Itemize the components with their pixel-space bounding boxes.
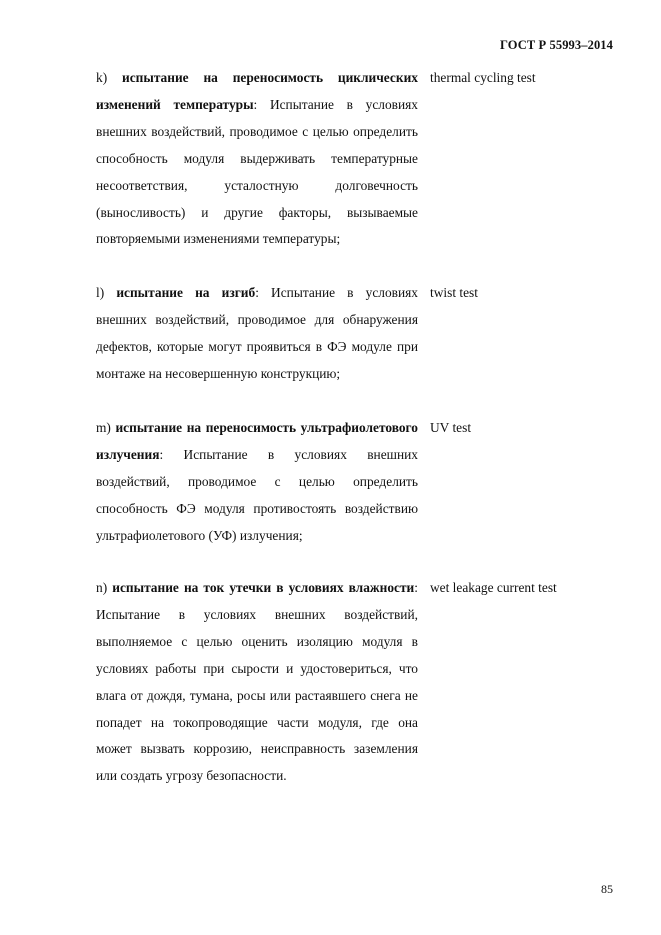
definition-entry-k (96, 65, 656, 253)
definition-text (96, 575, 418, 790)
english-equivalent: thermal cycling test (430, 70, 536, 85)
term-definition: : Испытание в условиях внешних воздействий, выполняемое с целью оценить изоляцию модуля в условиях работы при сырости и удостовериться, что влага от дождя, тумана, росы или растаявшего снега не попадет на токопроводящие части модуля, где она может вызвать коррозию, неисправность заземления или создать угрозу безопасности. (96, 580, 418, 784)
term-name: испытание на ток утечки в условиях влажности (112, 580, 415, 595)
document-header: ГОСТ Р 55993–2014 (500, 38, 613, 52)
term-definition: : Испытание в условиях внешних воздействий, проводимое с целью определить способность ФЭ модуля противостоять воздействию ультрафиолетового (УФ) излучения; (96, 446, 418, 543)
definition-entry-l (96, 280, 656, 388)
item-letter: l) (96, 285, 105, 300)
english-equivalent: UV test (430, 420, 472, 435)
item-letter: k) (96, 70, 108, 85)
definition-entry-n (96, 575, 656, 790)
page-number: 85 (601, 882, 613, 896)
term-name: испытание на переносимость ультрафиолетового излучения (96, 420, 418, 462)
item-letter: m) (96, 420, 111, 435)
english-equivalent: wet leakage current test (430, 580, 557, 595)
definition-text (96, 65, 418, 253)
term-definition: : Испытание в условиях внешних воздействий, проводимое с целью определить способность модуля выдерживать температурные несоответствия, усталостную долговечность (выносливость) и другие факторы, вызываемые повторяемыми изменениями температуры; (96, 96, 418, 247)
term-definition: : Испытание в условиях внешних воздействий, проводимое для обнаружения дефектов, которые могут проявиться в ФЭ модуле при монтаже на несовершенную конструкцию; (96, 285, 418, 381)
definition-text (96, 280, 418, 388)
term-name: испытание на изгиб (116, 285, 256, 300)
item-letter: n) (96, 580, 108, 595)
definition-text (96, 415, 418, 550)
english-equivalent: twist test (430, 285, 478, 300)
term-name: испытание на переносимость циклических изменений температуры (96, 70, 418, 112)
definition-entry-m (96, 415, 656, 550)
